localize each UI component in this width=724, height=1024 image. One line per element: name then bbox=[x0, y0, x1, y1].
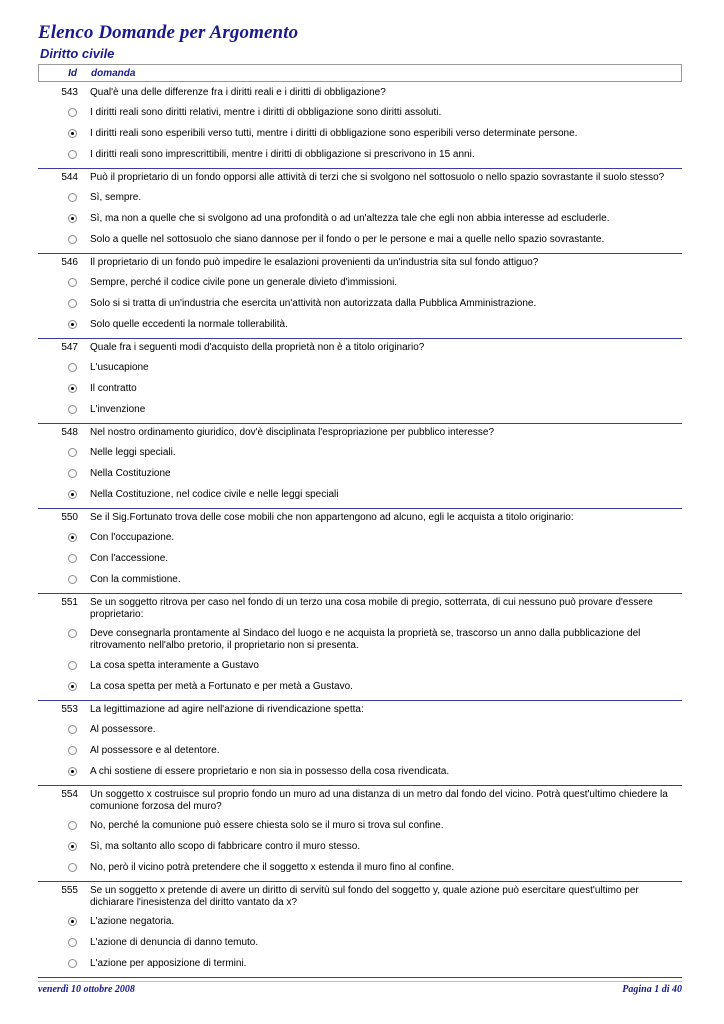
answer-option[interactable] bbox=[38, 188, 682, 209]
answer-text: A chi sostiene di essere proprietario e non sia in possesso della cosa rivendicata. bbox=[90, 766, 450, 777]
answer-option[interactable] bbox=[38, 145, 682, 166]
answer-text: L'usucapione bbox=[90, 362, 149, 373]
question-list bbox=[38, 84, 682, 978]
answer-option[interactable] bbox=[38, 837, 682, 858]
radio-selected-icon[interactable] bbox=[68, 129, 77, 138]
question-id: 553 bbox=[61, 704, 78, 715]
question-text: La legittimazione ad agire nell'azione di rivendicazione spetta: bbox=[90, 704, 364, 715]
answer-text: Al possessore e al detentore. bbox=[90, 745, 220, 756]
header-domanda: domanda bbox=[91, 68, 136, 79]
radio-unselected-icon[interactable] bbox=[68, 108, 77, 117]
radio-selected-icon[interactable] bbox=[68, 917, 77, 926]
answer-option[interactable] bbox=[38, 103, 682, 124]
question-row bbox=[38, 254, 682, 273]
answer-option[interactable] bbox=[38, 358, 682, 379]
question-id: 544 bbox=[61, 172, 78, 183]
answer-text: Solo quelle eccedenti la normale tollerabilità. bbox=[90, 319, 288, 330]
answer-text: I diritti reali sono imprescrittibili, mentre i diritti di obbligazione si prescrivono in 15 anni. bbox=[90, 149, 475, 160]
answer-option[interactable] bbox=[38, 933, 682, 954]
radio-unselected-icon[interactable] bbox=[68, 469, 77, 478]
question-text: Se un soggetto x pretende di avere un diritto di servitù sul fondo del soggetto y, quale azione può esercitare quest'ultimo per dichiarare l'inesistenza del diritto vantato da x? bbox=[90, 885, 639, 908]
question-row bbox=[38, 882, 682, 912]
answer-option[interactable] bbox=[38, 720, 682, 741]
answer-text: Solo si si tratta di un'industria che esercita un'attività non autorizzata dalla Pubblica Amministrazione. bbox=[90, 298, 537, 309]
answer-option[interactable] bbox=[38, 273, 682, 294]
answer-text: Al possessore. bbox=[90, 724, 156, 735]
question-text: Può il proprietario di un fondo opporsi alle attività di terzi che si svolgono nel sottosuolo o nello spazio sovrastante il suolo stesso? bbox=[90, 172, 665, 183]
answer-text: La cosa spetta per metà a Fortunato e per metà a Gustavo. bbox=[90, 681, 353, 692]
radio-unselected-icon[interactable] bbox=[68, 938, 77, 947]
question-text: Il proprietario di un fondo può impedire le esalazioni provenienti da un'industria sita sul fondo attiguo? bbox=[90, 257, 539, 268]
answer-text: Deve consegnarla prontamente al Sindaco del luogo e ne acquista la proprietà se, trascorso un anno dalla pubblicazione del ritrovamento nell'albo pretorio, il proprietario non si presenta. bbox=[90, 628, 641, 651]
radio-unselected-icon[interactable] bbox=[68, 725, 77, 734]
question-row bbox=[38, 509, 682, 528]
question-block bbox=[38, 594, 682, 701]
answer-option[interactable] bbox=[38, 528, 682, 549]
answer-text: I diritti reali sono esperibili verso tutti, mentre i diritti di obbligazione sono esperibili verso determinate persone. bbox=[90, 128, 578, 139]
question-block bbox=[38, 786, 682, 882]
answer-text: Il contratto bbox=[90, 383, 137, 394]
table-header bbox=[38, 64, 682, 82]
answer-option[interactable] bbox=[38, 624, 682, 656]
answer-text: I diritti reali sono diritti relativi, mentre i diritti di obbligazione sono diritti assoluti. bbox=[90, 107, 442, 118]
question-row bbox=[38, 339, 682, 358]
radio-selected-icon[interactable] bbox=[68, 767, 77, 776]
footer-date: venerdì 10 ottobre 2008 bbox=[38, 984, 135, 995]
answer-option[interactable] bbox=[38, 315, 682, 336]
radio-unselected-icon[interactable] bbox=[68, 821, 77, 830]
question-block bbox=[38, 882, 682, 978]
answer-option[interactable] bbox=[38, 741, 682, 762]
answer-option[interactable] bbox=[38, 464, 682, 485]
radio-unselected-icon[interactable] bbox=[68, 278, 77, 287]
answer-text: No, perché la comunione può essere chiesta solo se il muro si trova sul confine. bbox=[90, 820, 444, 831]
radio-selected-icon[interactable] bbox=[68, 214, 77, 223]
answer-option[interactable] bbox=[38, 549, 682, 570]
radio-unselected-icon[interactable] bbox=[68, 575, 77, 584]
answer-option[interactable] bbox=[38, 400, 682, 421]
question-text: Se il Sig.Fortunato trova delle cose mobili che non appartengono ad alcuno, egli le acquista a titolo originario: bbox=[90, 512, 574, 523]
radio-unselected-icon[interactable] bbox=[68, 629, 77, 638]
answer-text: Nelle leggi speciali. bbox=[90, 447, 176, 458]
question-row bbox=[38, 169, 682, 188]
question-id: 547 bbox=[61, 342, 78, 353]
radio-selected-icon[interactable] bbox=[68, 384, 77, 393]
radio-unselected-icon[interactable] bbox=[68, 661, 77, 670]
question-id: 546 bbox=[61, 257, 78, 268]
radio-unselected-icon[interactable] bbox=[68, 363, 77, 372]
answer-option[interactable] bbox=[38, 912, 682, 933]
question-text: Nel nostro ordinamento giuridico, dov'è disciplinata l'espropriazione per pubblico interesse? bbox=[90, 427, 495, 438]
answer-option[interactable] bbox=[38, 124, 682, 145]
question-text: Un soggetto x costruisce sul proprio fondo un muro ad una distanza di un metro dal fondo del vicino. Potrà quest'ultimo chiedere la comunione forzosa del muro? bbox=[90, 789, 668, 812]
answer-option[interactable] bbox=[38, 656, 682, 677]
answer-option[interactable] bbox=[38, 294, 682, 315]
answer-text: Con la commistione. bbox=[90, 574, 181, 585]
radio-unselected-icon[interactable] bbox=[68, 746, 77, 755]
question-block bbox=[38, 509, 682, 594]
answer-option[interactable] bbox=[38, 954, 682, 975]
answer-text: Sì, ma soltanto allo scopo di fabbricare contro il muro stesso. bbox=[90, 841, 361, 852]
question-id: 550 bbox=[61, 512, 78, 523]
answer-text: Nella Costituzione, nel codice civile e nelle leggi speciali bbox=[90, 489, 339, 500]
radio-unselected-icon[interactable] bbox=[68, 405, 77, 414]
answer-option[interactable] bbox=[38, 209, 682, 230]
radio-selected-icon[interactable] bbox=[68, 490, 77, 499]
question-row bbox=[38, 594, 682, 624]
question-block bbox=[38, 701, 682, 786]
footer-divider bbox=[38, 981, 682, 982]
answer-text: No, però il vicino potrà pretendere che il soggetto x estenda il muro fino al confine. bbox=[90, 862, 455, 873]
answer-option[interactable] bbox=[38, 570, 682, 591]
question-id: 554 bbox=[61, 789, 78, 800]
answer-option[interactable] bbox=[38, 858, 682, 879]
answer-text: L'invenzione bbox=[90, 404, 146, 415]
page-title: Elenco Domande per Argomento bbox=[38, 22, 299, 43]
question-block bbox=[38, 339, 682, 424]
question-row bbox=[38, 84, 682, 103]
question-block bbox=[38, 84, 682, 169]
question-id: 543 bbox=[61, 87, 78, 98]
answer-text: Con l'occupazione. bbox=[90, 532, 175, 543]
radio-unselected-icon[interactable] bbox=[68, 235, 77, 244]
topic-subtitle: Diritto civile bbox=[40, 46, 115, 61]
question-block bbox=[38, 254, 682, 339]
footer-page: Pagina 1 di 40 bbox=[622, 984, 682, 995]
answer-text: Con l'accessione. bbox=[90, 553, 169, 564]
radio-unselected-icon[interactable] bbox=[68, 150, 77, 159]
question-row bbox=[38, 701, 682, 720]
answer-text: Solo a quelle nel sottosuolo che siano dannose per il fondo o per le persone e mai a quelle nello spazio sovrastante. bbox=[90, 234, 605, 245]
answer-option[interactable] bbox=[38, 816, 682, 837]
answer-option[interactable] bbox=[38, 677, 682, 698]
radio-selected-icon[interactable] bbox=[68, 842, 77, 851]
radio-unselected-icon[interactable] bbox=[68, 959, 77, 968]
radio-selected-icon[interactable] bbox=[68, 320, 77, 329]
question-text: Quale fra i seguenti modi d'acquisto della proprietà non è a titolo originario? bbox=[90, 342, 425, 353]
radio-unselected-icon[interactable] bbox=[68, 863, 77, 872]
answer-text: Sempre, perché il codice civile pone un generale divieto d'immissioni. bbox=[90, 277, 398, 288]
radio-selected-icon[interactable] bbox=[68, 682, 77, 691]
answer-text: L'azione negatoria. bbox=[90, 916, 175, 927]
answer-text: Sì, ma non a quelle che si svolgono ad una profondità o ad un'altezza tale che egli non abbia interesse ad escluderle. bbox=[90, 213, 610, 224]
answer-option[interactable] bbox=[38, 762, 682, 783]
question-text: Se un soggetto ritrova per caso nel fondo di un terzo una cosa mobile di pregio, sotterrata, di cui nessuno può provare d'essere proprietario: bbox=[90, 597, 653, 620]
question-block bbox=[38, 424, 682, 509]
answer-option[interactable] bbox=[38, 443, 682, 464]
answer-text: Sì, sempre. bbox=[90, 192, 142, 203]
question-id: 555 bbox=[61, 885, 78, 896]
header-id: Id bbox=[68, 68, 77, 79]
answer-text: La cosa spetta interamente a Gustavo bbox=[90, 660, 259, 671]
answer-option[interactable] bbox=[38, 485, 682, 506]
answer-option[interactable] bbox=[38, 230, 682, 251]
radio-unselected-icon[interactable] bbox=[68, 193, 77, 202]
question-id: 548 bbox=[61, 427, 78, 438]
answer-text: Nella Costituzione bbox=[90, 468, 171, 479]
question-row bbox=[38, 424, 682, 443]
radio-unselected-icon[interactable] bbox=[68, 554, 77, 563]
radio-unselected-icon[interactable] bbox=[68, 448, 77, 457]
radio-unselected-icon[interactable] bbox=[68, 299, 77, 308]
radio-selected-icon[interactable] bbox=[68, 533, 77, 542]
answer-text: L'azione per apposizione di termini. bbox=[90, 958, 247, 969]
answer-option[interactable] bbox=[38, 379, 682, 400]
question-text: Qual'è una delle differenze fra i diritti reali e i diritti di obbligazione? bbox=[90, 87, 386, 98]
question-row bbox=[38, 786, 682, 816]
question-id: 551 bbox=[61, 597, 78, 608]
question-block bbox=[38, 169, 682, 254]
answer-text: L'azione di denuncia di danno temuto. bbox=[90, 937, 259, 948]
